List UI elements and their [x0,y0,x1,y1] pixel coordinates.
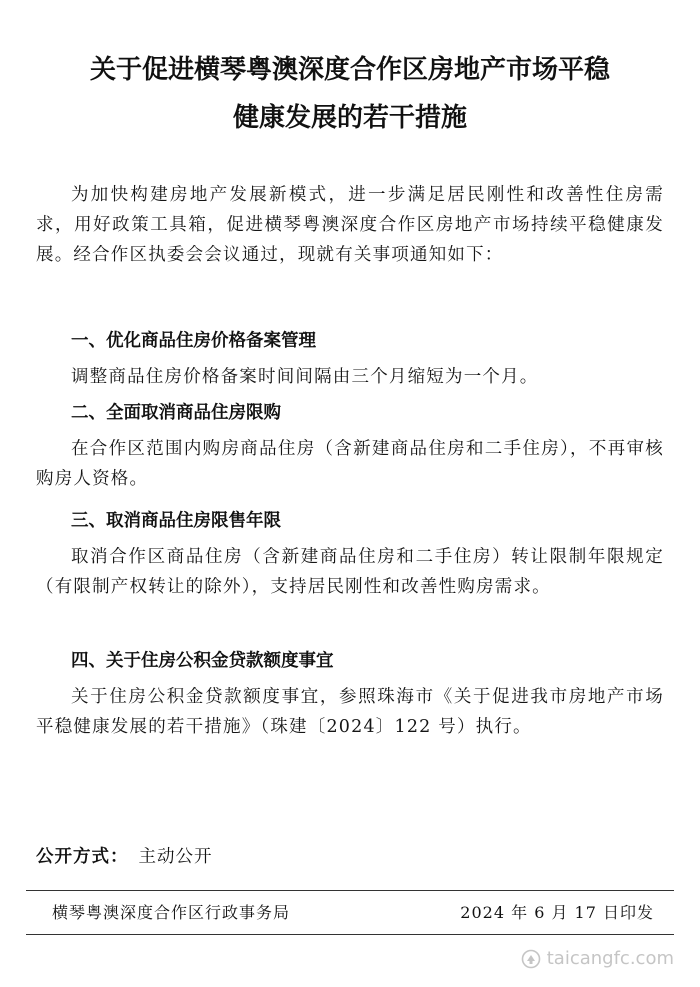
document-title-line-1: 关于促进横琴粤澳深度合作区房地产市场平稳 [89,55,610,85]
section-body-2: 在合作区范围内购房商品住房（含新建商品住房和二手住房），不再审核购房人资格。 [36,439,664,489]
watermark [521,946,674,972]
footer-bottom-rule [26,934,674,935]
section-body-1: 调整商品住房价格备案时间间隔由三个月缩短为一个月。 [71,367,539,387]
issue-date: 2024 年 6 月 17 日印发 [460,903,654,922]
watermark-logo-icon [521,949,541,969]
disclosure-value: 主动公开 [138,847,213,867]
document-title-line-2: 健康发展的若干措施 [232,103,467,133]
watermark-text: taicangfc.com [546,948,674,969]
section-body-4: 关于住房公积金贷款额度事宜，参照珠海市《关于促进我市房地产市场平稳健康发展的若干措施》（珠建〔2024〕122 号）执行。 [36,687,664,737]
section-body-3: 取消合作区商品住房（含新建商品住房和二手住房）转让限制年限规定（有限制产权转让的除外），支持居民刚性和改善性购房需求。 [36,547,664,597]
intro-paragraph: 为加快构建房地产发展新模式，进一步满足居民刚性和改善性住房需求，用好政策工具箱，促进横琴粤澳深度合作区房地产市场持续平稳健康发展。经合作区执委会会议通过，现就有关事项通知如下： [36,185,664,265]
section-heading-3: 三、取消商品住房限售年限 [71,511,281,531]
section-heading-2: 二、全面取消商品住房限购 [71,403,281,423]
footer-top-rule [26,890,674,891]
disclosure-label: 公开方式： [36,847,129,867]
disclosure-line [36,842,213,872]
section-heading-1: 一、优化商品住房价格备案管理 [71,331,316,351]
section-heading-4: 四、关于住房公积金贷款额度事宜 [71,651,334,671]
issuer-name: 横琴粤澳深度合作区行政事务局 [52,903,291,922]
